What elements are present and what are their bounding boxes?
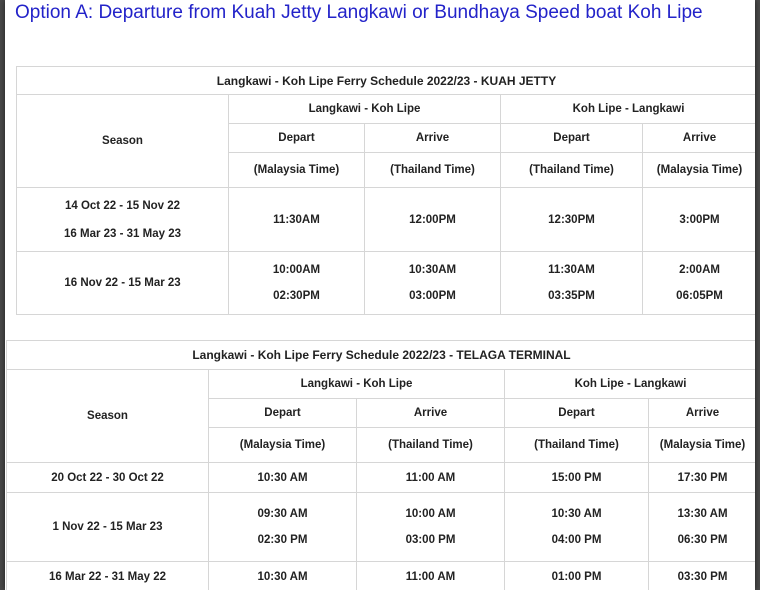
season-text: 14 Oct 22 - 15 Nov 22 bbox=[64, 199, 181, 212]
season-header: Season bbox=[7, 370, 209, 463]
time-text: 10:00 AM bbox=[405, 508, 456, 520]
table-row bbox=[7, 493, 756, 562]
time-cell: 11:00 AM bbox=[357, 463, 505, 493]
time-cell: 12:00PM bbox=[365, 188, 501, 252]
time-text: 10:30AM bbox=[408, 264, 457, 276]
season-cell: 16 Nov 22 - 15 Mar 23 bbox=[17, 252, 229, 315]
timezone-label: (Thailand Time) bbox=[365, 153, 501, 188]
season-header: Season bbox=[17, 95, 229, 188]
timezone-label: (Malaysia Time) bbox=[649, 428, 756, 463]
table-title: Langkawi - Koh Lipe Ferry Schedule 2022/23 - TELAGA TERMINAL bbox=[7, 341, 756, 370]
time-cell: 01:00 PM bbox=[505, 562, 649, 590]
page bbox=[5, 0, 755, 590]
time-text: 03:00 PM bbox=[405, 534, 456, 546]
table-row bbox=[7, 562, 756, 590]
season-cell bbox=[17, 188, 229, 252]
season-cell: 20 Oct 22 - 30 Oct 22 bbox=[7, 463, 209, 493]
time-cell: 12:30PM bbox=[501, 188, 643, 252]
timezone-label: (Thailand Time) bbox=[501, 153, 643, 188]
timezone-label: (Malaysia Time) bbox=[209, 428, 357, 463]
route-header-koh-lipe-langkawi: Koh Lipe - Langkawi bbox=[505, 370, 756, 399]
table-title: Langkawi - Koh Lipe Ferry Schedule 2022/23 - KUAH JETTY bbox=[17, 67, 756, 95]
telaga-terminal-schedule-table bbox=[6, 340, 755, 590]
time-text: 09:30 AM bbox=[257, 508, 308, 520]
time-cell: 03:30 PM bbox=[649, 562, 756, 590]
time-text: 04:00 PM bbox=[551, 534, 602, 546]
arrive-header: Arrive bbox=[643, 124, 756, 153]
arrive-header: Arrive bbox=[357, 399, 505, 428]
route-header-koh-lipe-langkawi: Koh Lipe - Langkawi bbox=[501, 95, 756, 124]
time-text: 2:00AM bbox=[679, 264, 720, 276]
arrive-header: Arrive bbox=[365, 124, 501, 153]
season-cell: 16 Mar 22 - 31 May 22 bbox=[7, 562, 209, 590]
depart-header: Depart bbox=[501, 124, 643, 153]
time-text: 06:30 PM bbox=[677, 534, 728, 546]
kuah-jetty-schedule-table bbox=[16, 66, 755, 315]
route-header-langkawi-koh-lipe: Langkawi - Koh Lipe bbox=[209, 370, 505, 399]
timezone-label: (Malaysia Time) bbox=[643, 153, 756, 188]
time-cell: 15:00 PM bbox=[505, 463, 649, 493]
time-cell bbox=[505, 493, 649, 562]
time-text: 02:30PM bbox=[273, 290, 320, 302]
page-title: Option A: Departure from Kuah Jetty Langkawi or Bundhaya Speed boat Koh Lipe bbox=[15, 2, 703, 23]
season-cell: 1 Nov 22 - 15 Mar 23 bbox=[7, 493, 209, 562]
time-text: 13:30 AM bbox=[677, 508, 728, 520]
time-text: 06:05PM bbox=[676, 290, 723, 302]
time-cell bbox=[357, 493, 505, 562]
time-cell bbox=[229, 252, 365, 315]
time-cell: 11:00 AM bbox=[357, 562, 505, 590]
time-text: 03:00PM bbox=[409, 290, 456, 302]
table-row bbox=[7, 463, 756, 493]
arrive-header: Arrive bbox=[649, 399, 756, 428]
depart-header: Depart bbox=[209, 399, 357, 428]
time-cell bbox=[501, 252, 643, 315]
time-cell: 3:00PM bbox=[643, 188, 756, 252]
time-text: 03:35PM bbox=[548, 290, 595, 302]
depart-header: Depart bbox=[229, 124, 365, 153]
season-text: 16 Mar 23 - 31 May 23 bbox=[64, 227, 181, 240]
timezone-label: (Thailand Time) bbox=[505, 428, 649, 463]
timezone-label: (Thailand Time) bbox=[357, 428, 505, 463]
time-text: 10:00AM bbox=[272, 264, 321, 276]
time-cell bbox=[209, 493, 357, 562]
time-cell: 10:30 AM bbox=[209, 562, 357, 590]
time-text: 02:30 PM bbox=[257, 534, 308, 546]
timezone-label: (Malaysia Time) bbox=[229, 153, 365, 188]
time-cell: 17:30 PM bbox=[649, 463, 756, 493]
time-cell bbox=[643, 252, 756, 315]
route-header-langkawi-koh-lipe: Langkawi - Koh Lipe bbox=[229, 95, 501, 124]
time-text: 10:30 AM bbox=[551, 508, 602, 520]
time-cell bbox=[649, 493, 756, 562]
table-row bbox=[17, 188, 756, 252]
time-cell: 10:30 AM bbox=[209, 463, 357, 493]
table-row bbox=[17, 252, 756, 315]
time-cell bbox=[365, 252, 501, 315]
time-cell: 11:30AM bbox=[229, 188, 365, 252]
depart-header: Depart bbox=[505, 399, 649, 428]
time-text: 11:30AM bbox=[548, 264, 595, 276]
